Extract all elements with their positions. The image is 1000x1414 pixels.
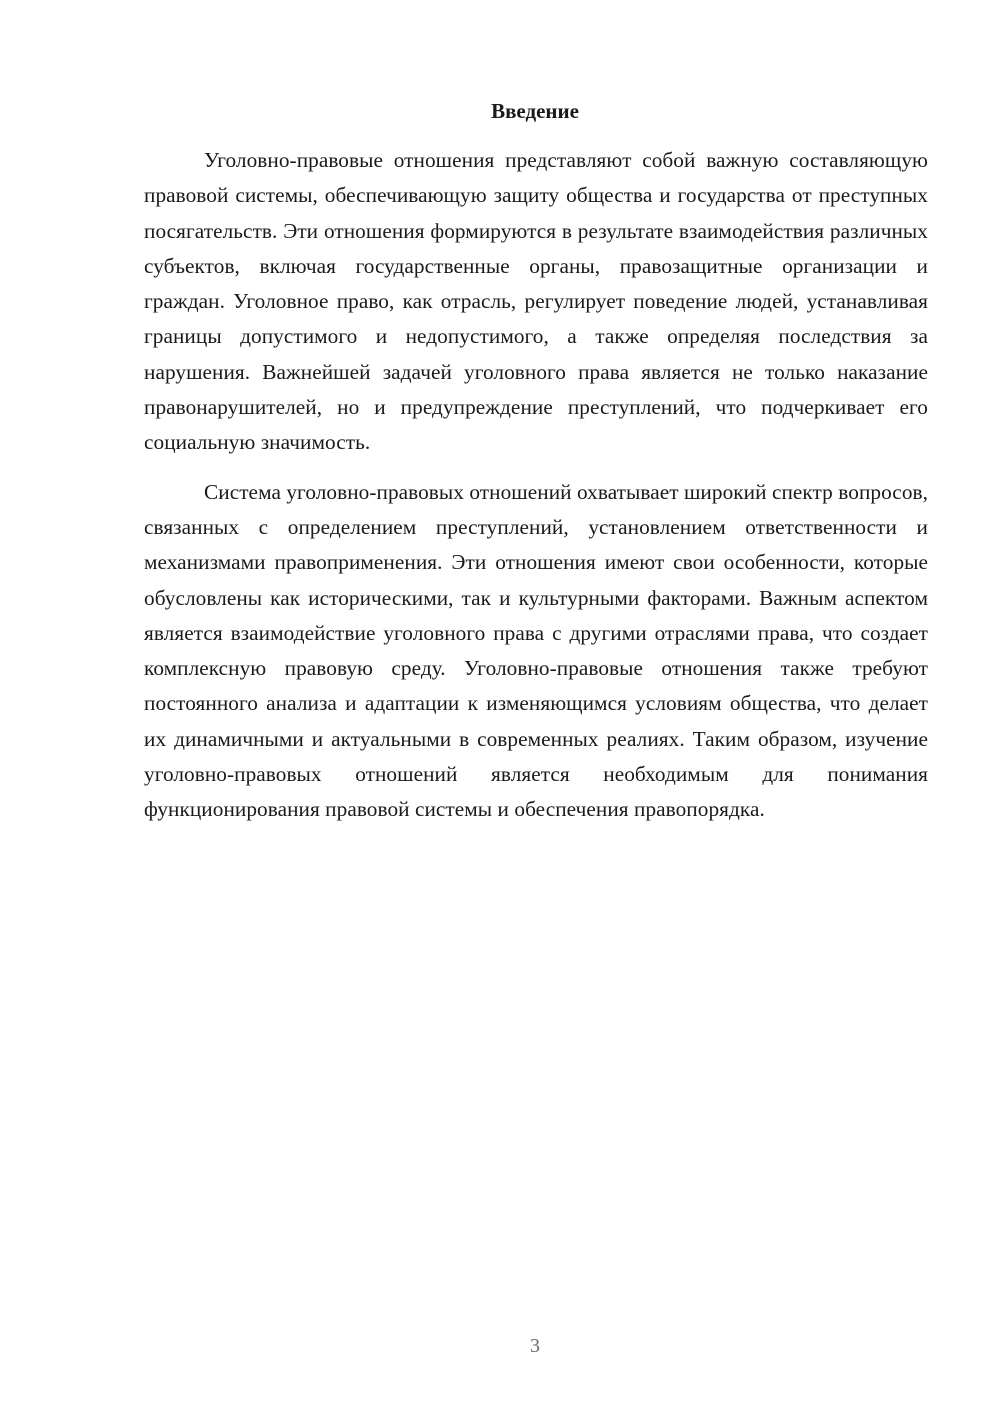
body-text	[144, 143, 928, 828]
section-heading: Введение	[491, 99, 579, 123]
paragraph-2: Система уголовно-правовых отношений охватывает широкий спектр вопросов, связанных с определением преступлений, установлением ответственности и механизмами правоприменения. Эти отношения имеют свои особенности, которые обусловлены как историческими, так и культурными факторами. Важным аспектом является взаимодействие уголовного права с другими отраслями права, что создает комплексную правовую среду. Уголовно-правовые отношения также требуют постоянного анализа и адаптации к изменяющимся условиям общества, что делает их динамичными и актуальными в современных реалиях. Таким образом, изучение уголовно-правовых отношений является необходимым для понимания функционирования правовой системы и обеспечения правопорядка.	[144, 479, 928, 822]
page-number: 3	[530, 1335, 540, 1357]
paragraph-1: Уголовно-правовые отношения представляют собой важную составляющую правовой системы, обеспечивающую защиту общества и государства от преступных посягательств. Эти отношения формируются в результате взаимодействия различных субъектов, включая государственные органы, правозащитные организации и граждан. Уголовное право, как отрасль, регулирует поведение людей, устанавливая границы допустимого и недопустимого, а также определяя последствия за нарушения. Важнейшей задачей уголовного права является не только наказание правонарушителей, но и предупреждение преступлений, что подчеркивает его социальную значимость.	[144, 148, 928, 455]
